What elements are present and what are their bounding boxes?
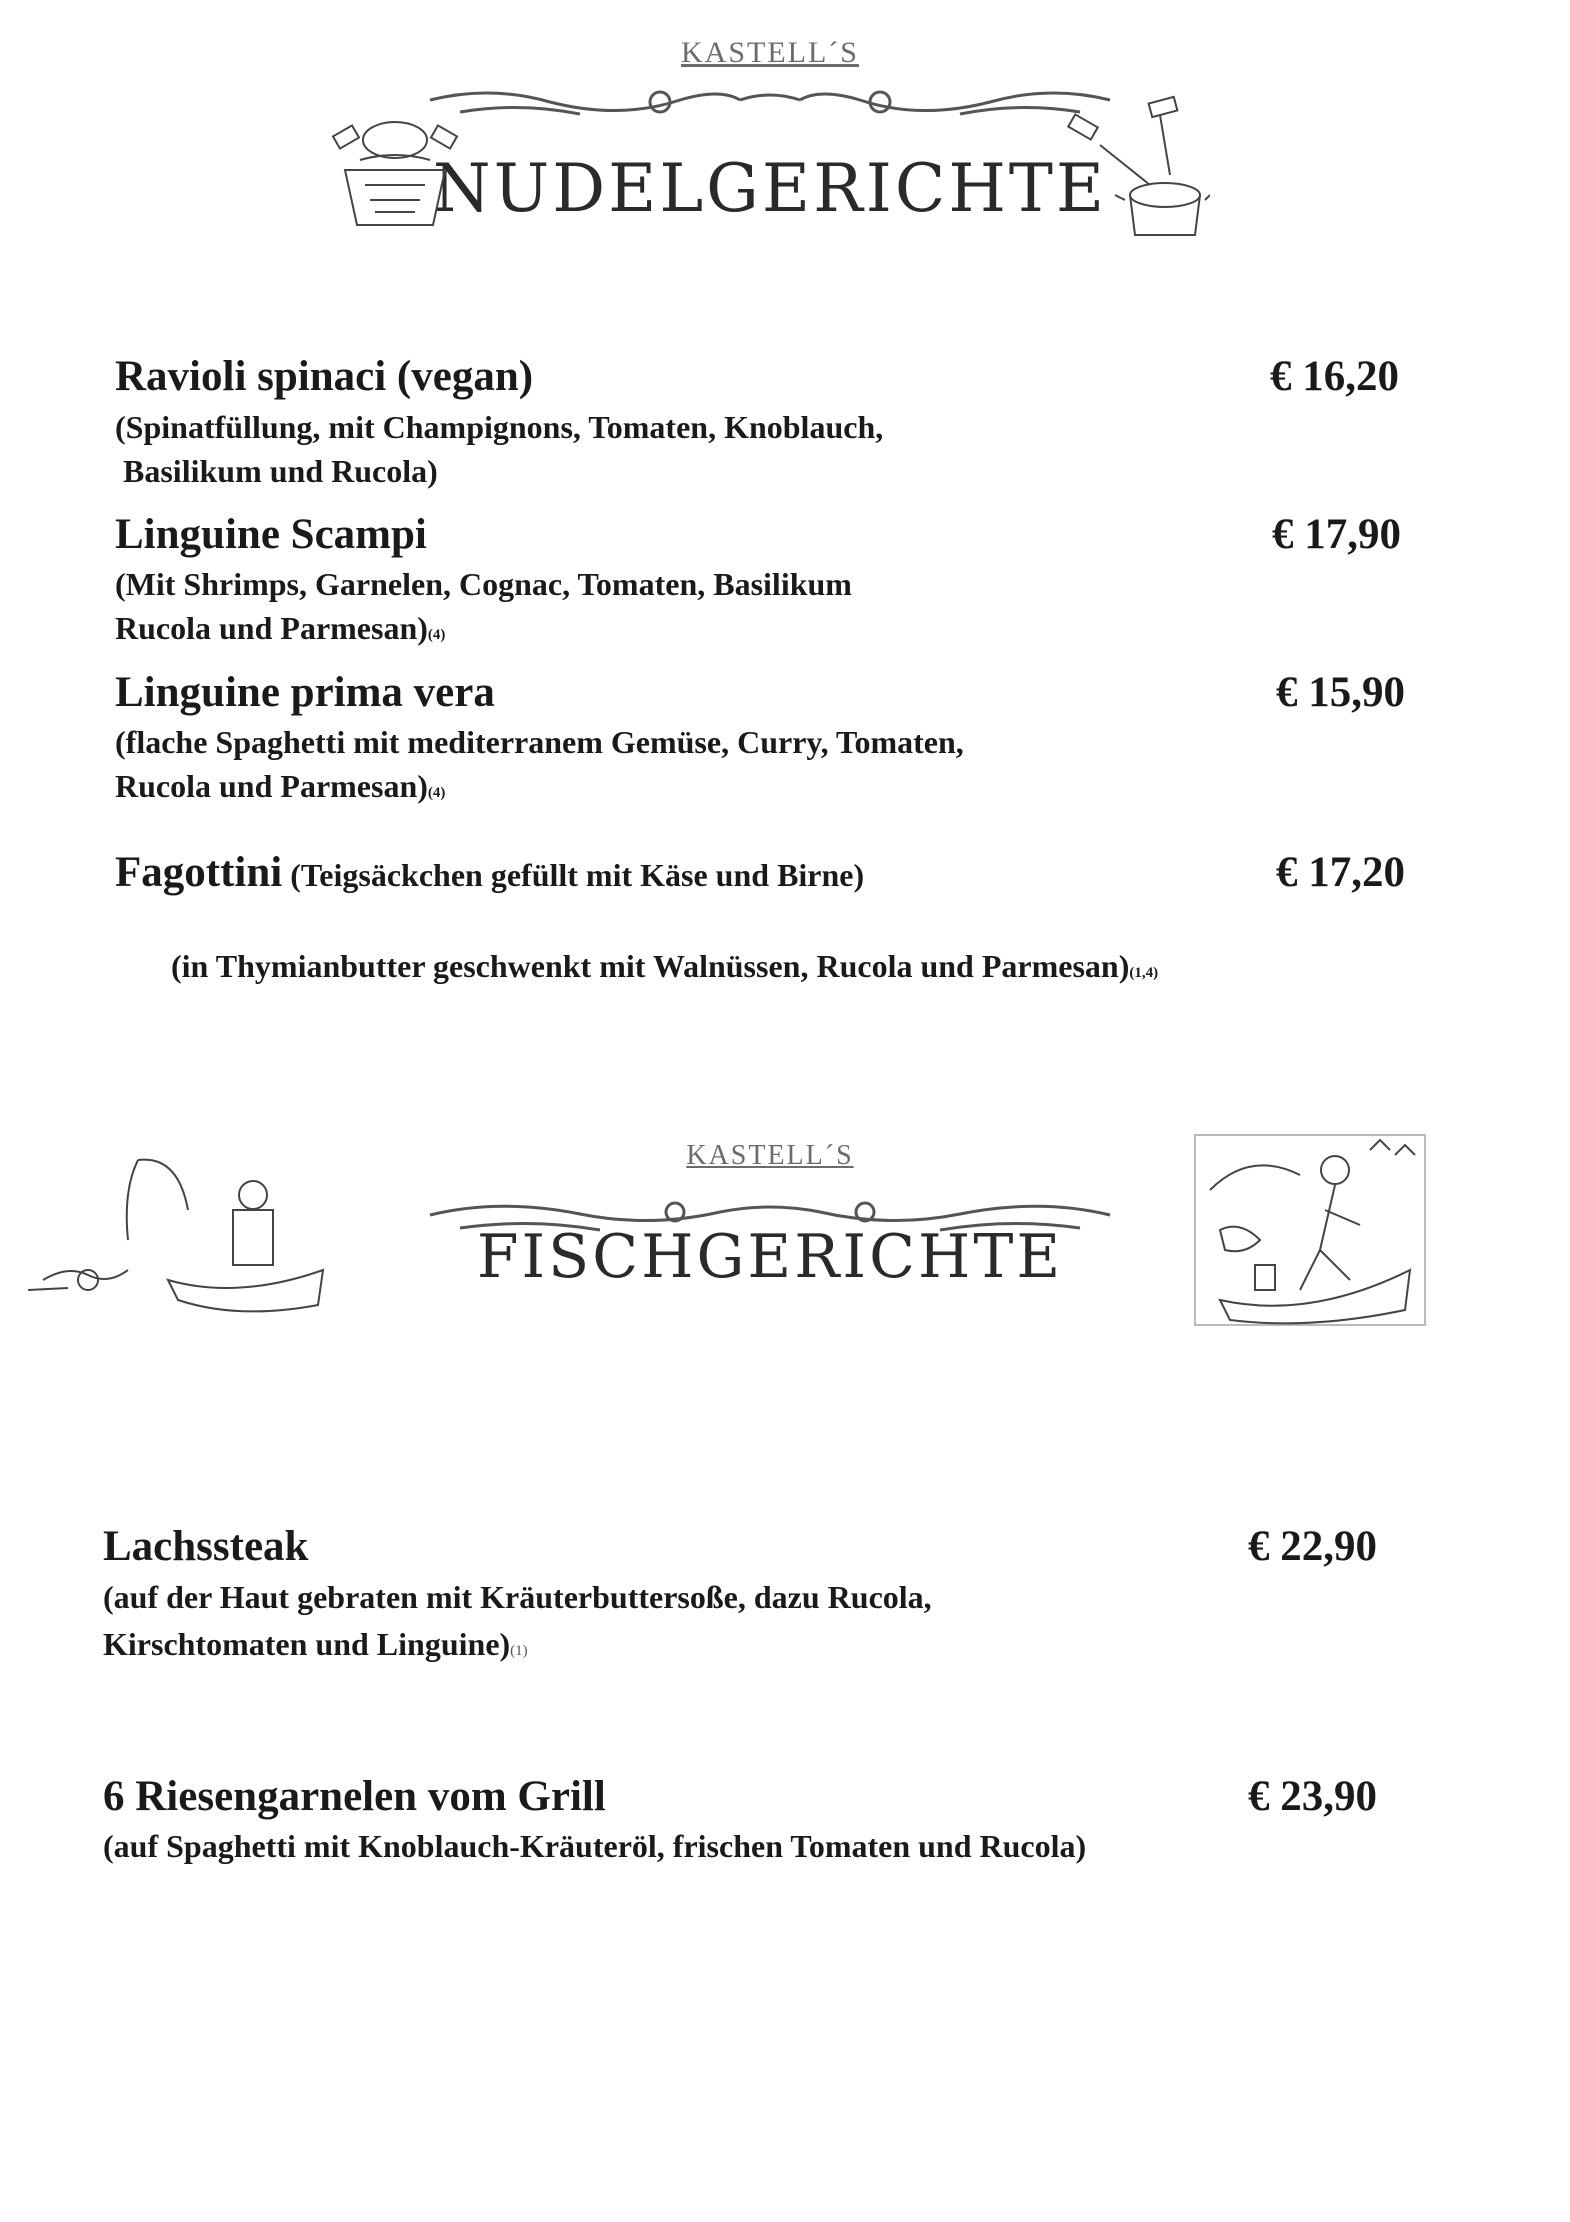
dish-name: [115, 848, 864, 897]
dish-description-line: (auf Spaghetti mit Knoblauch-Kräuteröl, frischen Tomaten und Rucola): [103, 1828, 1087, 1864]
dish-price: € 23,90: [1248, 1773, 1377, 1820]
dish-price: € 22,90: [1248, 1523, 1377, 1570]
brand-label: KASTELL´S: [681, 36, 859, 69]
dish-description-text: Kirschtomaten und Linguine): [103, 1626, 511, 1662]
dish-description-line: [115, 764, 445, 815]
dish-description-line: Basilikum und Rucola): [115, 453, 438, 489]
allergen-code: (1): [510, 1643, 528, 1659]
brand-label: KASTELL´S: [686, 1140, 854, 1171]
dish-name-subtitle: (Teigsäckchen gefüllt mit Käse und Birne): [282, 857, 865, 893]
dish-price: € 16,20: [1270, 353, 1399, 400]
dish-description-line: (Mit Shrimps, Garnelen, Cognac, Tomaten, Basilikum: [115, 566, 852, 602]
section-title: NUDELGERICHTE: [432, 150, 1108, 227]
dish-name: Ravioli spinaci (vegan): [115, 353, 534, 400]
dish-description-line: (flache Spaghetti mit mediterranem Gemüse, Curry, Tomaten,: [115, 724, 964, 760]
allergen-code: (4): [427, 627, 446, 643]
dish-description-line: [115, 606, 445, 657]
dish-name: Lachssteak: [103, 1523, 309, 1570]
dish-name: Linguine prima vera: [115, 669, 495, 716]
dish-name: Linguine Scampi: [115, 511, 427, 558]
section-title: FISCHGERICHTE: [476, 1222, 1064, 1292]
dish-description-text: Rucola und Parmesan): [115, 610, 428, 646]
dish-description-line: [103, 1622, 528, 1673]
dish-price: € 17,20: [1276, 849, 1405, 896]
fisherman-boat-illustration: [28, 1150, 328, 1320]
chef-pot-illustration: [1060, 95, 1210, 245]
allergen-code: (4): [427, 785, 446, 801]
dish-price: € 15,90: [1276, 669, 1405, 716]
dish-description-line: [115, 900, 1158, 1039]
fisherman-catch-illustration: [1190, 1130, 1430, 1330]
dish-description-line: (auf der Haut gebraten mit Kräuterbuttersoße, dazu Rucola,: [103, 1579, 932, 1615]
fish-section-header: [420, 1140, 1120, 1300]
dish-description-text: (in Thymianbutter geschwenkt mit Walnüssen, Rucola und Parmesan): [163, 948, 1130, 984]
allergen-code: (1,4): [1129, 965, 1159, 981]
dish-price: € 17,90: [1272, 511, 1401, 558]
dish-description-text: Rucola und Parmesan): [115, 768, 428, 804]
dish-name: 6 Riesengarnelen vom Grill: [103, 1773, 606, 1820]
dish-name-text: Fagottini: [115, 849, 283, 896]
dish-description-line: (Spinatfüllung, mit Champignons, Tomaten, Knoblauch,: [115, 409, 884, 445]
chef-colander-illustration: [325, 100, 465, 240]
